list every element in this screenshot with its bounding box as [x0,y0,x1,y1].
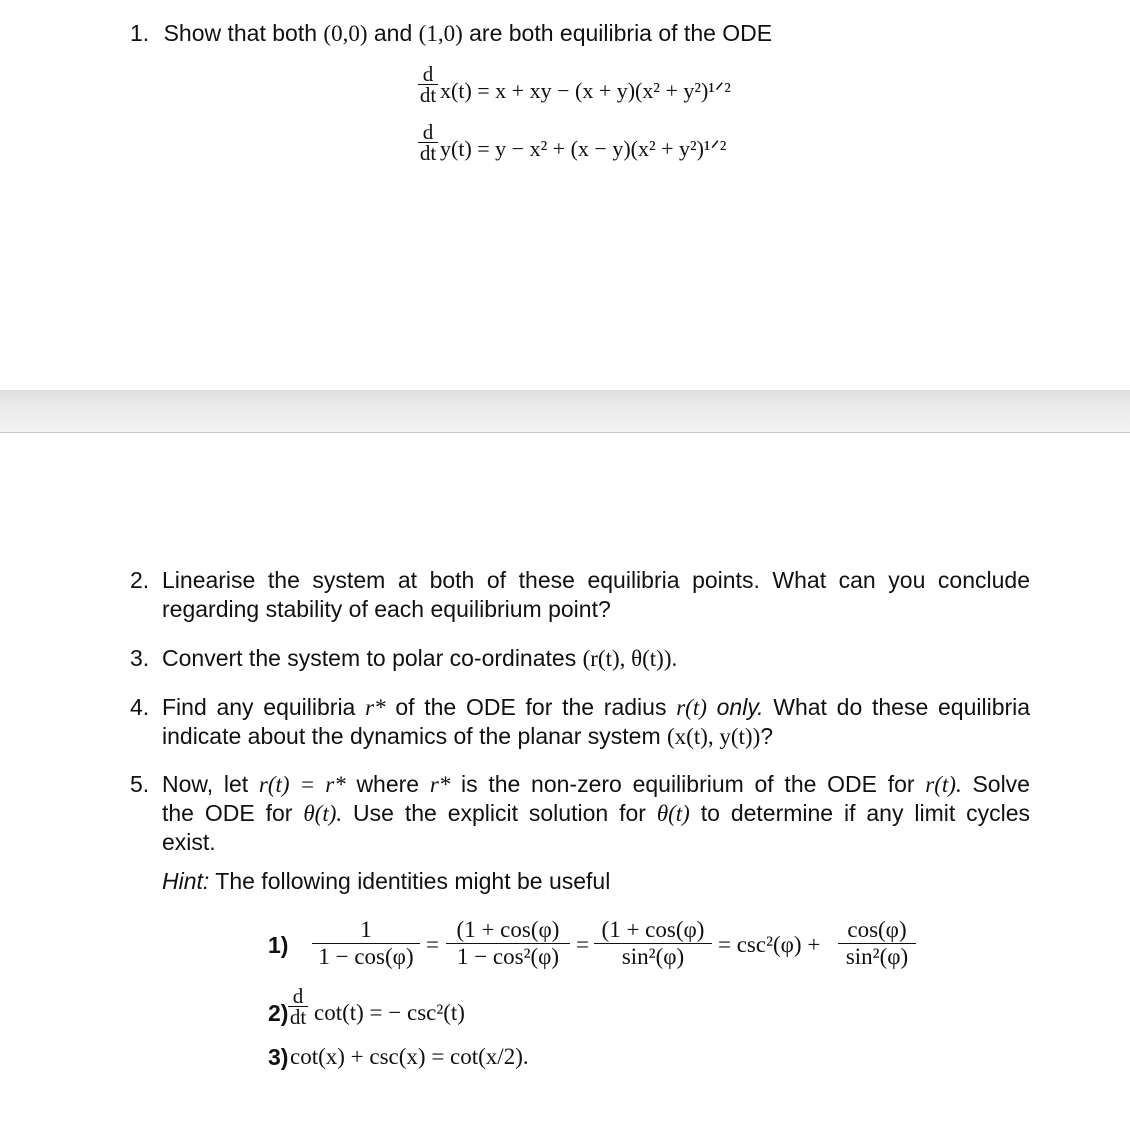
fraction: 1 1 − cos(φ) [312,918,420,969]
equation-rhs: x(t) = x + xy − (x + y)(x² + y²)¹ᐟ² [440,78,731,103]
question-number: 5. [130,771,150,797]
derivative-operator: d dt [419,120,437,165]
fraction: (1 + cos(φ) 1 − cos²(φ) [446,918,570,969]
hint-label: Hint: [162,868,210,894]
question-4: 4. Find any equilibria r* of the ODE for the radius r(t) only. What do these equilibria indicate about the dynamics of the planar system (x(t), y(t))? [130,694,1031,749]
page-divider [0,390,1130,433]
question-number: 1. [130,20,150,46]
fraction: cos(φ) sin²(φ) [838,918,916,969]
derivative-operator: d dt [419,62,437,107]
question-number: 3. [130,645,150,671]
question-2: 2. Linearise the system at both of these equilibria points. What can you conclude regarding stability of each equilibrium point? [130,567,1030,622]
fraction: (1 + cos(φ) sin²(φ) [594,918,712,969]
derivative-operator: d dt [289,984,307,1029]
hint-line: Hint: The following identities might be useful [162,868,611,894]
question-5: 5. Now, let r(t) = r* where r* is the non-zero equilibrium of the ODE for r(t). Solve the ODE for θ(t). Use the explicit solution for θ(t) to determine if any limit cycles exist. [130,771,1031,855]
question-number: 4. [130,694,150,720]
question-number: 2. [130,567,150,593]
equation-rhs: y(t) = y − x² + (x − y)(x² + y²)¹ᐟ² [440,136,727,161]
question-1: 1. Show that both (0,0) and (1,0) are both equilibria of the ODE [130,20,773,46]
question-3: 3. Convert the system to polar co-ordinates (r(t), θ(t)). [130,645,678,671]
